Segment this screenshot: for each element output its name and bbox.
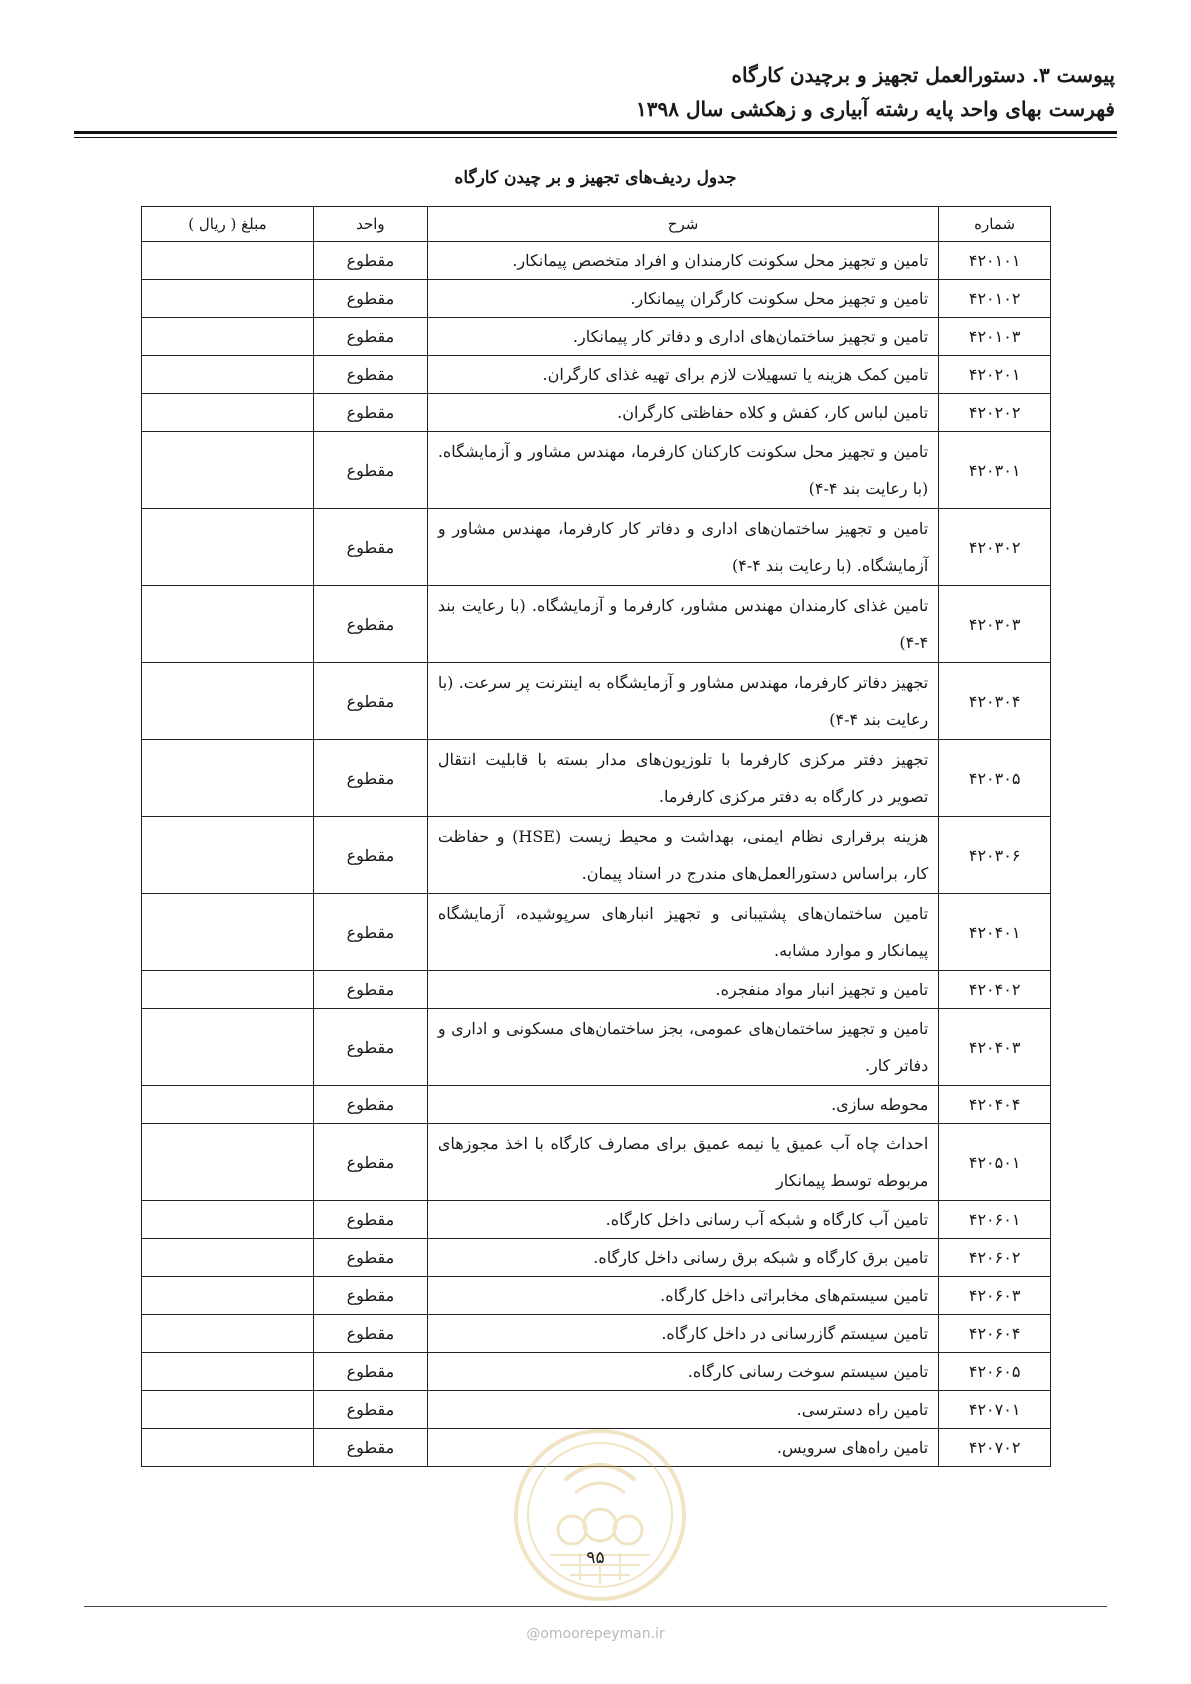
row-unit: مقطوع [313,1124,427,1201]
row-amount [142,1315,314,1353]
table-row [142,242,1051,280]
row-unit: مقطوع [313,1429,427,1467]
row-unit: مقطوع [313,1353,427,1391]
column-header-amount: مبلغ ( ریال ) [142,207,314,242]
row-description: تامین و تجهیز محل سکونت کارکنان کارفرما، مهندس مشاور و آزمایشگاه. (با رعایت بند ۴-۴) [427,432,938,509]
row-number: ۴۲۰۷۰۲ [939,1429,1051,1467]
row-description: تامین برق کارگاه و شبکه برق رسانی داخل کارگاه. [427,1239,938,1277]
row-unit: مقطوع [313,1239,427,1277]
seal-logo-icon [510,1425,690,1605]
row-description: تامین کمک هزینه یا تسهیلات لازم برای تهیه غذای کارگران. [427,356,938,394]
row-description: تامین و تجهیز انبار مواد منفجره. [427,971,938,1009]
row-number: ۴۲۰۶۰۲ [939,1239,1051,1277]
row-description: تجهیز دفتر مرکزی کارفرما با تلوزیون‌های مدار بسته با قابلیت انتقال تصویر در کارگاه به دفتر مرکزی کارفرما. [427,740,938,817]
table-row [142,1239,1051,1277]
table-row [142,1009,1051,1086]
row-amount [142,1277,314,1315]
page-header [76,58,1115,126]
row-description: محوطه سازی. [427,1086,938,1124]
row-amount [142,1009,314,1086]
row-unit: مقطوع [313,242,427,280]
row-number: ۴۲۰۶۰۳ [939,1277,1051,1315]
row-amount [142,586,314,663]
row-unit: مقطوع [313,1391,427,1429]
table-row [142,280,1051,318]
row-amount [142,432,314,509]
row-amount [142,1429,314,1467]
column-header-number: شماره [939,207,1051,242]
row-unit: مقطوع [313,817,427,894]
table-row [142,663,1051,740]
row-number: ۴۲۰۴۰۲ [939,971,1051,1009]
header-rule-thin [74,137,1117,138]
footer-rule [84,1606,1107,1607]
row-unit: مقطوع [313,971,427,1009]
row-unit: مقطوع [313,1009,427,1086]
items-table [141,206,1051,1467]
table-row [142,1201,1051,1239]
row-description: تامین غذای کارمندان مهندس مشاور، کارفرما و آزمایشگاه. (با رعایت بند ۴-۴) [427,586,938,663]
table-row [142,817,1051,894]
row-unit: مقطوع [313,1086,427,1124]
row-description: تامین و تجهیز محل سکونت کارگران پیمانکار. [427,280,938,318]
row-unit: مقطوع [313,394,427,432]
row-unit: مقطوع [313,318,427,356]
row-number: ۴۲۰۳۰۱ [939,432,1051,509]
row-amount [142,894,314,971]
row-description: احداث چاه آب عمیق یا نیمه عمیق برای مصارف کارگاه با اخذ مجوزهای مربوطه توسط پیمانکار [427,1124,938,1201]
row-amount [142,740,314,817]
row-description: تامین راه دسترسی. [427,1391,938,1429]
row-number: ۴۲۰۳۰۳ [939,586,1051,663]
row-amount [142,356,314,394]
page-number: ۹۵ [586,1548,605,1568]
column-header-description: شرح [427,207,938,242]
table-row [142,1353,1051,1391]
table-row [142,1124,1051,1201]
row-number: ۴۲۰۱۰۲ [939,280,1051,318]
row-unit: مقطوع [313,432,427,509]
row-unit: مقطوع [313,894,427,971]
table-row [142,586,1051,663]
row-description: تامین لباس کار، کفش و کلاه حفاظتی کارگران. [427,394,938,432]
table-title: جدول ردیف‌های تجهیز و بر چیدن کارگاه [454,168,737,188]
footer-site-watermark: @omoorepeyman.ir [526,1626,665,1642]
row-unit: مقطوع [313,663,427,740]
row-description: تامین سیستم گازرسانی در داخل کارگاه. [427,1315,938,1353]
row-number: ۴۲۰۷۰۱ [939,1391,1051,1429]
row-description: تامین راه‌های سرویس. [427,1429,938,1467]
row-amount [142,1124,314,1201]
header-appendix-title: پیوست ۳. دستورالعمل تجهیز و برچیدن کارگاه [731,63,1115,87]
row-amount [142,280,314,318]
row-number: ۴۲۰۴۰۳ [939,1009,1051,1086]
table-row [142,356,1051,394]
row-amount [142,1391,314,1429]
table-row [142,1277,1051,1315]
row-amount [142,242,314,280]
row-number: ۴۲۰۳۰۶ [939,817,1051,894]
row-number: ۴۲۰۱۰۱ [939,242,1051,280]
row-description: هزینه برقراری نظام ایمنی، بهداشت و محیط زیست (HSE) و حفاظت کار، براساس دستورالعمل‌های مندرج در اسناد پیمان. [427,817,938,894]
row-unit: مقطوع [313,509,427,586]
row-unit: مقطوع [313,280,427,318]
row-description: تامین و تجهیز ساختمان‌های اداری و دفاتر کار کارفرما، مهندس مشاور و آزمایشگاه. (با رعایت بند ۴-۴) [427,509,938,586]
row-amount [142,1239,314,1277]
row-number: ۴۲۰۱۰۳ [939,318,1051,356]
table-row [142,318,1051,356]
row-description: تامین و تجهیز محل سکونت کارمندان و افراد متخصص پیمانکار. [427,242,938,280]
row-description: تامین آب کارگاه و شبکه آب رسانی داخل کارگاه. [427,1201,938,1239]
row-amount [142,1086,314,1124]
table-row [142,971,1051,1009]
column-header-unit: واحد [313,207,427,242]
row-number: ۴۲۰۲۰۲ [939,394,1051,432]
row-description: تامین و تجهیز ساختمان‌های اداری و دفاتر کار پیمانکار. [427,318,938,356]
row-number: ۴۲۰۶۰۱ [939,1201,1051,1239]
row-description: تجهیز دفاتر کارفرما، مهندس مشاور و آزمایشگاه به اینترنت پر سرعت. (با رعایت بند ۴-۴) [427,663,938,740]
row-number: ۴۲۰۴۰۴ [939,1086,1051,1124]
row-amount [142,1201,314,1239]
row-description: تامین سیستم سوخت رسانی کارگاه. [427,1353,938,1391]
row-description: تامین سیستم‌های مخابراتی داخل کارگاه. [427,1277,938,1315]
table-row [142,432,1051,509]
row-description: تامین ساختمان‌های پشتیبانی و تجهیز انبارهای سرپوشیده، آزمایشگاه پیمانکار و موارد مشابه. [427,894,938,971]
table-row [142,1086,1051,1124]
row-number: ۴۲۰۶۰۵ [939,1353,1051,1391]
row-number: ۴۲۰۳۰۵ [939,740,1051,817]
table-row [142,740,1051,817]
row-amount [142,817,314,894]
row-description: تامین و تجهیز ساختمان‌های عمومی، بجز ساختمان‌های مسکونی و اداری و دفاتر کار. [427,1009,938,1086]
row-number: ۴۲۰۳۰۲ [939,509,1051,586]
table-row [142,894,1051,971]
row-number: ۴۲۰۳۰۴ [939,663,1051,740]
row-unit: مقطوع [313,356,427,394]
row-number: ۴۲۰۴۰۱ [939,894,1051,971]
row-amount [142,318,314,356]
header-rule-thick [74,131,1117,134]
table-header-row [142,207,1051,242]
table-row [142,509,1051,586]
row-unit: مقطوع [313,1201,427,1239]
row-amount [142,509,314,586]
table-row [142,1391,1051,1429]
row-amount [142,663,314,740]
header-pricelist-title: فهرست بهای واحد پایه رشته آبیاری و زهکشی سال ۱۳۹۸ [636,97,1115,121]
table-row [142,394,1051,432]
row-number: ۴۲۰۵۰۱ [939,1124,1051,1201]
row-number: ۴۲۰۶۰۴ [939,1315,1051,1353]
row-unit: مقطوع [313,1315,427,1353]
row-amount [142,971,314,1009]
row-unit: مقطوع [313,740,427,817]
row-amount [142,1353,314,1391]
table-row [142,1315,1051,1353]
row-unit: مقطوع [313,586,427,663]
row-unit: مقطوع [313,1277,427,1315]
row-amount [142,394,314,432]
row-number: ۴۲۰۲۰۱ [939,356,1051,394]
